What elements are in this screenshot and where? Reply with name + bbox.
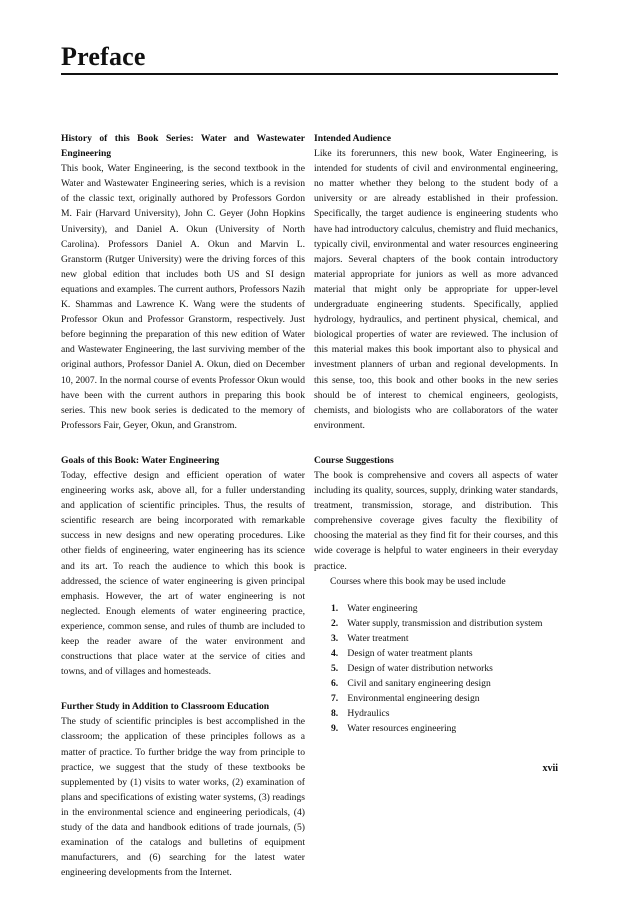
left-column (61, 131, 305, 900)
section-heading: Intended Audience (314, 133, 392, 144)
section-body: Today, effective design and efficient operation of water engineering works ask, above all, for a fuller understanding and application of scientific principles. Thus, the results of scientific research are being incorporated with remarkable success in new designs and new operating procedures. Like other fields of engineering, water engineering has its science and its art. To reach the audience to which this book is addressed, the science of water engineering is given principal emphasis. However, the art of water engineering is not neglected. Enough elements of water engineering practice, experience, common sense, and rules of thumb are included to keep the reader aware of the water environment and constructions that place water at the service of cities and towns, and of villages and homesteads. (61, 469, 305, 678)
section-course (314, 453, 558, 737)
list-item (331, 721, 558, 736)
title-rule (61, 73, 558, 75)
list-item (331, 661, 558, 676)
list-number: 5. (331, 663, 339, 675)
list-item (331, 646, 558, 661)
list-number: 6. (331, 678, 339, 690)
list-number: 4. (331, 648, 339, 659)
section-body: The book is comprehensive and covers all aspects of water including its quality, sources, supply, drinking water standards, treatment, transmission, storage, and distribution. This comprehensive coverage gives faculty the flexibility of choosing the material as they find fit for their courses, and this wide coverage is helpful to water engineers in their everyday practice. (314, 469, 558, 572)
list-number: 1. (331, 602, 339, 614)
list-label: Water resources engineering (347, 723, 457, 735)
list-number: 2. (331, 617, 339, 629)
section-further-study (61, 699, 305, 880)
list-label: Environmental engineering design (347, 693, 480, 705)
list-item (331, 676, 558, 691)
list-label: Water engineering (347, 602, 418, 614)
section-audience (314, 131, 558, 433)
list-number: 7. (331, 693, 339, 705)
page-title: Preface (61, 42, 146, 71)
course-list (314, 601, 558, 737)
section-heading: Course Suggestions (314, 454, 394, 466)
list-number: 3. (331, 632, 339, 644)
list-item (331, 706, 558, 721)
section-heading: Further Study in Addition to Classroom Education (61, 701, 270, 713)
section-heading: History of this Book Series: Water and Wastewater Engineering (61, 133, 305, 160)
section-body: Like its forerunners, this new book, Water Engineering, is intended for students of civil and environmental engineering, no matter whether they belong to the student body of a university or are already established in their profession. Specifically, the target audience is engineering students who have had introductory calculus, chemistry and fluid mechanics, typically civil, environmental and water resources engineering majors. Several chapters of the book contain introductory material appropriate for juniors as well as more advanced material that might only be appropriate for upper-level undergraduate engineering students. Specifically, applied hydrology, hydraulics, and pertinent physical, chemical, and biological properties of water are reviewed. The inclusion of this material makes this book important also to physical and investment planners of urban and regional developments. In this sense, too, this book and other books in the new series should be of interest to chemical engineers, geologists, chemists, and biologists who are collaborators of the water environment. (314, 148, 558, 431)
list-label: Water treatment (347, 632, 409, 644)
section-heading: Goals of this Book: Water Engineering (61, 454, 220, 466)
section-body: This book, Water Engineering, is the second textbook in the Water and Wastewater Engineering series, which is a revision of the classic text, originally authored by Professors Gordon M. Fair (Harvard University), John C. Geyer (John Hopkins University), and Daniel A. Okun (University of North Carolina). Professors Daniel A. Okun and Marvin L. Granstorm (Rutger University) were the driving forces of this new global edition that includes both US and SI design equations and examples. The current authors, Professors Nazih K. Shammas and Lawrence K. Wang were the students of Professor Okun and Professor Granstorm, respectively. Just before beginning the preparation of this new edition of Water and Wastewater Engineering, the last surviving member of the original authors, Professor Daniel A. Okun, died on December 10, 2007. In the normal course of events Professor Okun would have been with the current authors in preparing this book series. This new book series is dedicated to the memory of Professors Fair, Geyer, Okun, and Granstrom. (61, 163, 305, 431)
list-item (331, 601, 558, 616)
section-body: The study of scientific principles is best accomplished in the classroom; the application of these principles follows as a matter of practice. To further bridge the way from principle to practice, we suggest that the study of these textbooks be supplemented by (1) visits to water works, (2) examination of plans and specifications of existing water systems, (3) readings in the environmental science and engineering periodicals, (4) study of the data and handbook editions of trade journals, (5) examination of the catalogs and bulletins of equipment manufacturers, and (6) searching for the latest water engineering developments from the Internet. (61, 716, 305, 879)
list-label: Design of water treatment plants (347, 648, 473, 659)
page-number: xvii (542, 763, 558, 774)
list-number: 8. (331, 708, 339, 720)
section-goals (61, 453, 305, 679)
right-column (314, 131, 558, 757)
list-number: 9. (331, 723, 339, 735)
list-label: Water supply, transmission and distribution system (347, 617, 543, 629)
list-item (331, 691, 558, 706)
list-item (331, 631, 558, 646)
course-intro: Courses where this book may be used include (330, 575, 506, 587)
section-history (61, 131, 305, 433)
list-label: Design of water distribution networks (347, 663, 493, 675)
list-item (331, 616, 558, 631)
list-label: Hydraulics (347, 708, 390, 720)
list-label: Civil and sanitary engineering design (347, 678, 491, 690)
